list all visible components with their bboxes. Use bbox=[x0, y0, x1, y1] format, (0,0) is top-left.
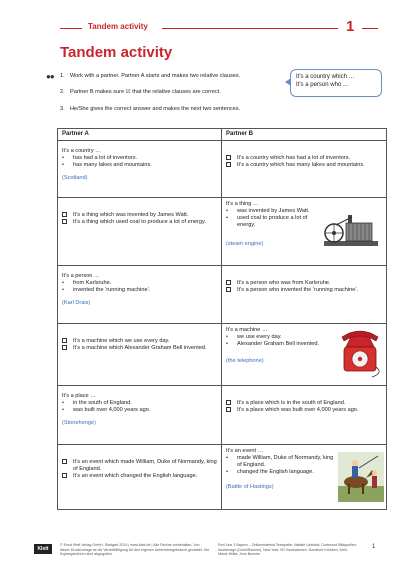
instruction-text: Partner B makes sure ☑ that the relative clauses are correct. bbox=[70, 89, 221, 95]
pair-work-icon: ●● bbox=[46, 72, 54, 81]
bullet-icon: • bbox=[62, 287, 64, 293]
list-item bbox=[226, 208, 321, 215]
list-item bbox=[62, 400, 217, 407]
prompt-intro: It’s a thing … bbox=[226, 201, 259, 207]
bullet-icon: • bbox=[226, 469, 228, 475]
partner-b-cell bbox=[222, 141, 387, 198]
header-rule-left bbox=[60, 28, 82, 29]
item-text: was built over 4,000 years ago. bbox=[73, 407, 151, 413]
item-text: It’s a country which has had a lot of inventors. bbox=[237, 155, 351, 161]
item-text: has had a lot of inventors. bbox=[73, 155, 138, 161]
bullet-icon: • bbox=[62, 162, 64, 168]
list-item bbox=[62, 162, 217, 169]
steam-engine-illustration bbox=[322, 211, 380, 251]
bullet-icon: • bbox=[62, 280, 64, 286]
speech-bubble bbox=[290, 69, 382, 97]
item-text: It’s a thing which was invented by James Watt. bbox=[73, 212, 189, 218]
page-title: Tandem activity bbox=[60, 44, 173, 61]
list-item bbox=[226, 215, 321, 229]
list-item bbox=[62, 407, 217, 414]
item-text: from Karlsruhe. bbox=[73, 280, 112, 286]
answer-hint: (the telephone) bbox=[226, 358, 264, 364]
item-text: It’s a person who invented the ‘running machine’. bbox=[237, 287, 359, 293]
item-text: It’s an event which made William, Duke of Normandy, king of England. bbox=[73, 459, 217, 472]
item-text: It’s a machine which Alexander Graham Bell invented. bbox=[73, 345, 207, 351]
source-credits: Red Line 1 Bayern – Onlinematerial Textquelle: Natalie Uebbink, Dortmund Bildquellen: stockimage (Dunh/Essene), New York; NY Illustrationen: Dorothee Krüsken, Köln; Maxie Mülla; Jens Bonnke bbox=[218, 543, 357, 557]
check-item bbox=[226, 162, 382, 169]
partner-a-cell bbox=[58, 324, 222, 386]
copyright-notice: © Ernst Klett Verlag GmbH, Stuttgart 2019 | www.klett.de | Alle Rechte vorbehalten. Von dieser Druckvorlage ist die Vervielfältigung für den eigenen Unterrichtsgebrauch gestattet. Die Kopiergebühren sind abgegolten. bbox=[60, 543, 210, 557]
check-item bbox=[62, 212, 217, 219]
check-item bbox=[62, 219, 217, 226]
table-row bbox=[58, 141, 387, 198]
checkbox-icon[interactable] bbox=[62, 345, 67, 350]
check-item bbox=[226, 280, 382, 287]
item-text: It’s a thing which used coal to produce a lot of energy. bbox=[73, 219, 206, 225]
bullet-icon: • bbox=[226, 208, 228, 214]
instruction-3 bbox=[60, 106, 240, 113]
item-text: in the south of England. bbox=[73, 400, 132, 406]
item-text: It’s a place which was built over 4,000 years ago. bbox=[237, 407, 359, 413]
answer-hint: (Battle of Hastings) bbox=[226, 484, 274, 490]
item-text: It’s a country which has many lakes and mountains. bbox=[237, 162, 365, 168]
answer-hint: (Stonehenge) bbox=[62, 420, 96, 426]
item-text: changed the English language. bbox=[237, 469, 314, 475]
item-text: It’s an event which changed the English language. bbox=[73, 473, 198, 479]
prompt-intro: It’s a country … bbox=[62, 148, 101, 154]
item-text: It’s a place which is in the south of England. bbox=[237, 400, 346, 406]
header-unit-number: 1 bbox=[346, 18, 355, 35]
instruction-number: 3. bbox=[60, 106, 65, 112]
column-header-partner-a: Partner A bbox=[58, 129, 222, 141]
partner-b-cell bbox=[222, 266, 387, 324]
check-item bbox=[62, 338, 217, 345]
answer-hint: (Karl Drais) bbox=[62, 300, 91, 306]
check-item bbox=[62, 473, 217, 480]
prompt-intro: It’s a place … bbox=[62, 393, 96, 399]
check-item bbox=[62, 459, 217, 473]
list-item bbox=[62, 280, 217, 287]
checkbox-icon[interactable] bbox=[62, 338, 67, 343]
checkbox-icon[interactable] bbox=[226, 155, 231, 160]
instruction-text: He/She gives the correct answer and makes the next two sentences. bbox=[70, 106, 241, 112]
bullet-icon: • bbox=[62, 155, 64, 161]
instruction-text: Work with a partner. Partner A starts and makes two relative clauses. bbox=[70, 73, 241, 79]
instruction-1 bbox=[60, 73, 240, 80]
prompt-intro: It’s an event … bbox=[226, 448, 264, 454]
column-header-partner-b: Partner B bbox=[222, 129, 387, 141]
list-item bbox=[226, 455, 338, 469]
list-item bbox=[62, 287, 217, 294]
partner-a-cell bbox=[58, 386, 222, 445]
checkbox-icon[interactable] bbox=[226, 287, 231, 292]
partner-a-cell bbox=[58, 266, 222, 324]
page-number: 1 bbox=[372, 544, 376, 550]
item-text: invented the ‘running machine’. bbox=[73, 287, 151, 293]
partner-b-cell bbox=[222, 386, 387, 445]
item-text: was invented by James Watt. bbox=[237, 208, 310, 214]
check-item bbox=[226, 400, 382, 407]
item-text: Alexander Graham Bell invented. bbox=[237, 341, 320, 347]
partner-a-cell bbox=[58, 445, 222, 510]
check-item bbox=[226, 287, 382, 294]
list-item bbox=[226, 469, 338, 476]
check-item bbox=[226, 407, 382, 414]
bullet-icon: • bbox=[62, 407, 64, 413]
checkbox-icon[interactable] bbox=[62, 459, 67, 464]
table-row bbox=[58, 266, 387, 324]
prompt-intro: It’s a person … bbox=[62, 273, 100, 279]
partner-b-cell bbox=[222, 198, 387, 266]
tandem-table bbox=[57, 128, 387, 510]
item-text: It’s a person who was from Karlsruhe. bbox=[237, 280, 331, 286]
item-text: made William, Duke of Normandy, king of England. bbox=[237, 455, 334, 468]
bubble-line-2: It’s a person who … bbox=[296, 82, 349, 88]
checkbox-icon[interactable] bbox=[62, 473, 67, 478]
bullet-icon: • bbox=[62, 400, 64, 406]
item-text: has many lakes and mountains. bbox=[73, 162, 152, 168]
bullet-icon: • bbox=[226, 334, 228, 340]
answer-hint: (steam engine) bbox=[226, 241, 264, 247]
instruction-number: 1. bbox=[60, 73, 65, 79]
list-item bbox=[226, 341, 338, 348]
check-item bbox=[62, 345, 217, 352]
bullet-icon: • bbox=[226, 455, 228, 461]
header-rule-end bbox=[362, 28, 378, 29]
checkbox-icon[interactable] bbox=[226, 407, 231, 412]
table-row bbox=[58, 386, 387, 445]
bullet-icon: • bbox=[226, 215, 228, 221]
instruction-number: 2. bbox=[60, 89, 65, 95]
checkbox-icon[interactable] bbox=[62, 219, 67, 224]
battle-of-hastings-illustration bbox=[338, 452, 384, 502]
bubble-line-1: It’s a country which … bbox=[296, 74, 355, 80]
publisher-logo: Klett bbox=[34, 544, 52, 554]
item-text: we use every day. bbox=[237, 334, 282, 340]
telephone-illustration bbox=[338, 329, 382, 379]
checkbox-icon[interactable] bbox=[226, 162, 231, 167]
check-item bbox=[226, 155, 382, 162]
checkbox-icon[interactable] bbox=[226, 400, 231, 405]
partner-a-cell bbox=[58, 198, 222, 266]
partner-b-cell bbox=[222, 324, 387, 386]
header-rule-right bbox=[162, 28, 338, 29]
checkbox-icon[interactable] bbox=[226, 280, 231, 285]
partner-b-cell bbox=[222, 445, 387, 510]
list-item bbox=[62, 155, 217, 162]
item-text: It’s a machine which we use every day. bbox=[73, 338, 170, 344]
item-text: used coal to produce a lot of energy. bbox=[237, 215, 308, 228]
header-title: Tandem activity bbox=[88, 22, 148, 31]
list-item bbox=[226, 334, 338, 341]
table-row bbox=[58, 324, 387, 386]
bullet-icon: • bbox=[226, 341, 228, 347]
instruction-2 bbox=[60, 89, 221, 96]
prompt-intro: It’s a machine … bbox=[226, 327, 268, 333]
table-row bbox=[58, 445, 387, 510]
answer-hint: (Scotland) bbox=[62, 175, 88, 181]
table-row bbox=[58, 198, 387, 266]
partner-a-cell bbox=[58, 141, 222, 198]
page-header bbox=[0, 18, 416, 36]
checkbox-icon[interactable] bbox=[62, 212, 67, 217]
